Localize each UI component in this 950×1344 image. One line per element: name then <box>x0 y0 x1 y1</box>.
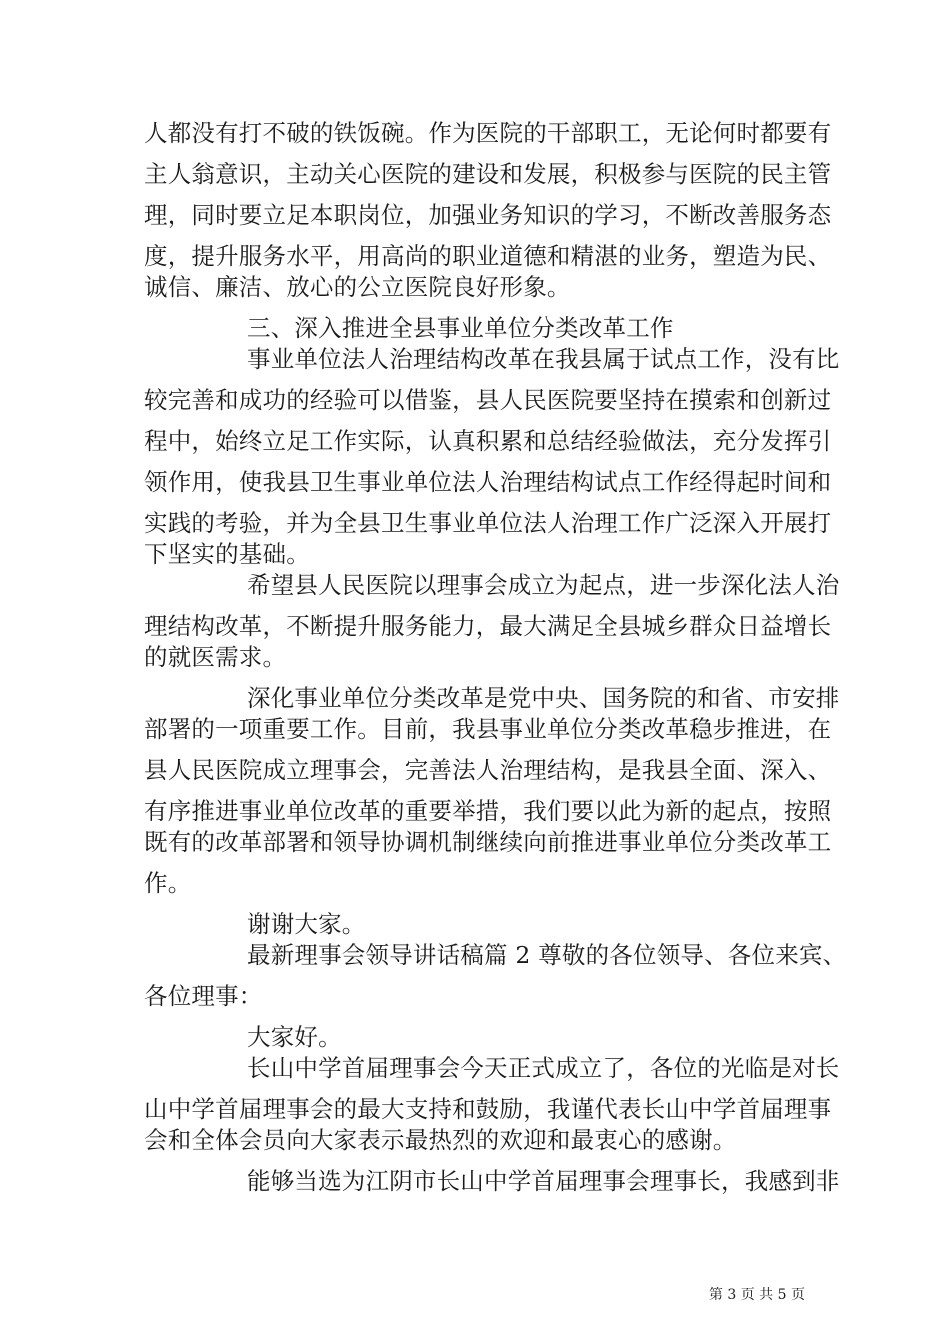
text-line: 长山中学首届理事会今天正式成立了，各位的光临是对长 <box>247 1054 840 1082</box>
text-line: 下坚实的基础。 <box>144 540 310 568</box>
text-line: 能够当选为江阴市长山中学首届理事会理事长，我感到非 <box>247 1167 840 1195</box>
section-heading: 三、深入推进全县事业单位分类改革工作 <box>247 314 674 342</box>
text-line: 既有的改革部署和领导协调机制继续向前推进事业单位分类改革工 <box>144 828 832 856</box>
text-line: 最新理事会领导讲话稿篇 2 尊敬的各位领导、各位来宾、 <box>247 941 847 969</box>
text-line: 深化事业单位分类改革是党中央、国务院的和省、市安排 <box>247 684 840 712</box>
page-number: 第 3 页 共 5 页 <box>708 1287 805 1303</box>
text-line: 事业单位法人治理结构改革在我县属于试点工作，没有比 <box>247 345 840 373</box>
text-line: 山中学首届理事会的最大支持和鼓励，我谨代表长山中学首届理事 <box>144 1095 832 1123</box>
text-line: 有序推进事业单位改革的重要举措，我们要以此为新的起点，按照 <box>144 797 832 825</box>
text-line: 理结构改革，不断提升服务能力，最大满足全县城乡群众日益增长 <box>144 612 832 640</box>
text-line: 县人民医院成立理事会，完善法人治理结构，是我县全面、深入、 <box>144 756 832 784</box>
text-line: 较完善和成功的经验可以借鉴，县人民医院要坚持在摸索和创新过 <box>144 386 832 414</box>
text-line: 希望县人民医院以理事会成立为起点，进一步深化法人治 <box>247 571 840 599</box>
text-line: 的就医需求。 <box>144 643 287 671</box>
text-line: 会和全体会员向大家表示最热烈的欢迎和最衷心的感谢。 <box>144 1126 737 1154</box>
text-line: 程中，始终立足工作实际，认真积累和总结经验做法，充分发挥引 <box>144 427 832 455</box>
text-line: 各位理事： <box>144 982 263 1010</box>
text-line: 主人翁意识，主动关心医院的建设和发展，积极参与医院的民主管 <box>144 160 832 188</box>
text-line: 领作用，使我县卫生事业单位法人治理结构试点工作经得起时间和 <box>144 468 832 496</box>
text-line: 人都没有打不破的铁饭碗。作为医院的干部职工，无论何时都要有 <box>144 119 832 147</box>
text-line: 部署的一项重要工作。目前，我县事业单位分类改革稳步推进，在 <box>144 715 832 743</box>
text-line: 度，提升服务水平，用高尚的职业道德和精湛的业务，塑造为民、 <box>144 242 832 270</box>
text-line: 诚信、廉洁、放心的公立医院良好形象。 <box>144 273 571 301</box>
text-line: 大家好。 <box>247 1023 342 1051</box>
text-line: 谢谢大家。 <box>247 910 366 938</box>
text-line: 理，同时要立足本职岗位，加强业务知识的学习，不断改善服务态 <box>144 201 832 229</box>
text-line: 实践的考验，并为全县卫生事业单位法人治理工作广泛深入开展打 <box>144 509 832 537</box>
text-line: 作。 <box>144 869 192 897</box>
